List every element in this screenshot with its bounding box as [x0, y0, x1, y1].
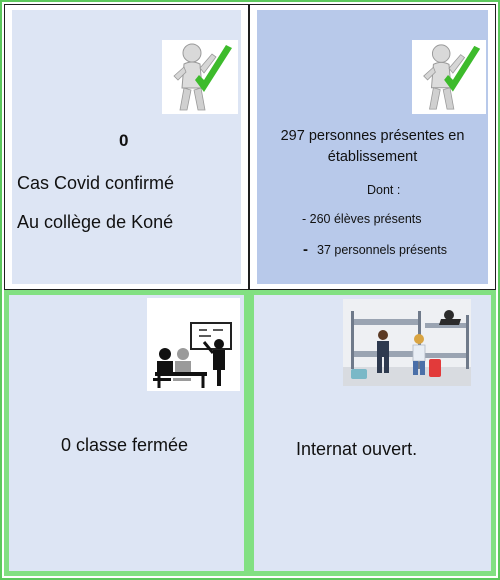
presence-dont: Dont :	[367, 183, 401, 197]
presence-students: - 260 élèves présents	[302, 212, 422, 226]
covid-count: 0	[119, 131, 129, 150]
classes-closed-text: 0 classe fermée	[61, 435, 189, 455]
presence-staff-dash: -	[303, 241, 308, 258]
internat-card	[249, 290, 496, 576]
covid-card	[4, 4, 249, 290]
covid-card-panel	[12, 10, 241, 284]
covid-label: Cas Covid confirmé	[17, 173, 175, 193]
dormitory-icon	[343, 299, 471, 386]
presence-card-panel	[257, 10, 488, 284]
checkmark-person-icon	[412, 40, 486, 114]
presence-staff: 37 personnels présents	[317, 243, 447, 257]
presence-total-line1: 297 personnes présentes en	[280, 128, 465, 144]
classes-card	[4, 290, 249, 576]
checkmark-person-icon	[162, 40, 238, 114]
presence-total-line2: établissement	[327, 149, 418, 165]
teacher-classroom-icon	[147, 298, 240, 391]
presence-card	[249, 4, 496, 290]
covid-location: Au collège de Koné	[17, 212, 174, 232]
internat-status-text: Internat ouvert.	[296, 439, 418, 459]
